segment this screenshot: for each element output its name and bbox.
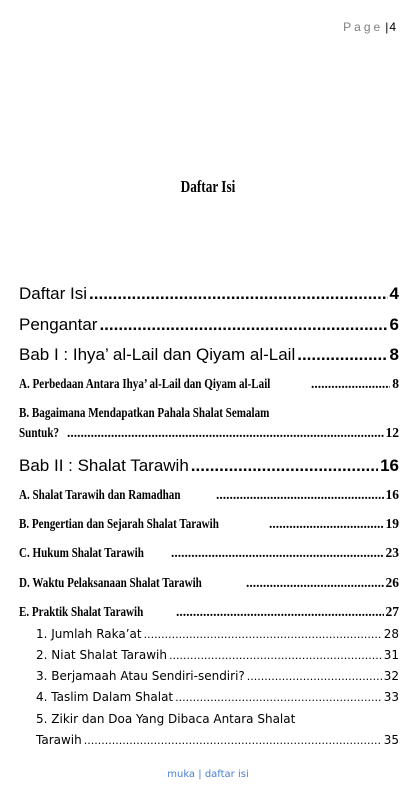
toc-entry-label: Pengantar [19, 315, 98, 334]
toc-leader [176, 604, 384, 620]
toc-entry-label: 3. Berjamaah Atau Sendiri-sendiri? [36, 669, 245, 683]
toc-entry-pengantar[interactable] [19, 315, 399, 335]
page-title: Daftar Isi [180, 177, 236, 196]
toc-entry-label: Bab I : Ihya’ al-Lail dan Qiyam al-Lail [19, 345, 296, 364]
toc-entry-label: Tarawih [36, 733, 82, 747]
toc-entry-label: E. Praktik Shalat Tarawih [19, 604, 144, 619]
toc-entry-label: B. Pengertian dan Sejarah Shalat Tarawih [19, 516, 219, 531]
toc-entry-page: 6 [389, 315, 399, 334]
toc-entry-page: 23 [385, 545, 399, 560]
toc-entry-bab-2-e[interactable] [19, 604, 399, 620]
toc-entry-label: Suntuk? [19, 425, 60, 440]
toc-entry-page: 8 [392, 376, 399, 391]
page-separator: | [385, 20, 389, 34]
toc-leader [246, 575, 384, 591]
toc-entry-label: 5. Zikir dan Doa Yang Dibaca Antara Shalat [36, 712, 296, 726]
toc-entry-e-1[interactable] [36, 627, 399, 641]
daftar-isi-link[interactable]: daftar isi [204, 769, 249, 780]
toc-entry-page: 19 [385, 516, 399, 531]
toc-entry-e-4[interactable] [36, 690, 399, 704]
toc-leader [216, 487, 384, 503]
toc-entry-label: Bab II : Shalat Tarawih [19, 456, 189, 475]
toc-entry-e-3[interactable] [36, 669, 399, 683]
footer-separator: | [198, 769, 202, 780]
toc-entry-bab-2[interactable] [19, 456, 399, 476]
toc-entry-page: 16 [380, 456, 399, 475]
toc-entry-label: 1. Jumlah Raka’at [36, 627, 142, 641]
toc-entry-bab-1[interactable] [19, 345, 399, 365]
page-number: 4 [389, 20, 396, 34]
toc-leader [171, 545, 384, 561]
toc-leader [247, 669, 382, 683]
toc-leader [84, 733, 382, 747]
toc-entry-label: C. Hukum Shalat Tarawih [19, 545, 144, 560]
toc-entry-bab-2-c[interactable] [19, 545, 399, 561]
toc-entry-label: B. Bagaimana Mendapatkan Pahala Shalat Semalam [19, 405, 270, 420]
toc-entry-bab-2-a[interactable] [19, 487, 399, 503]
toc-entry-page: 31 [383, 648, 399, 662]
toc-entry-page: 28 [383, 627, 399, 641]
toc-entry-e-5[interactable] [36, 733, 399, 747]
toc-leader [144, 627, 382, 641]
page-header [343, 20, 396, 34]
page-word: Page [343, 20, 384, 34]
toc-leader [297, 345, 387, 365]
toc-entry-label: D. Waktu Pelaksanaan Shalat Tarawih [19, 575, 202, 590]
toc-leader [169, 648, 382, 662]
toc-entry-bab-2-b[interactable] [19, 516, 399, 532]
toc-entry-page: 35 [383, 733, 399, 747]
muka-link[interactable]: muka [167, 769, 196, 780]
toc-entry-daftar-isi[interactable] [19, 284, 399, 304]
toc-entry-page: 33 [383, 690, 399, 704]
toc-leader [175, 690, 382, 704]
toc-leader [269, 516, 384, 532]
toc-entry-e-5-line1[interactable] [36, 712, 399, 726]
toc-entry-page: 12 [385, 425, 399, 440]
toc-leader [311, 376, 390, 392]
footer-nav [0, 769, 416, 780]
toc-leader [89, 284, 388, 304]
toc-leader [99, 315, 387, 335]
toc-entry-page: 26 [385, 575, 399, 590]
toc-entry-bab-1-b[interactable] [19, 425, 399, 441]
toc-entry-e-2[interactable] [36, 648, 399, 662]
toc-entry-page: 8 [389, 345, 399, 364]
toc-entry-page: 16 [385, 487, 399, 502]
toc-entry-bab-1-a[interactable] [19, 376, 399, 392]
toc-entry-bab-2-d[interactable] [19, 575, 399, 591]
toc-entry-label: Daftar Isi [19, 284, 88, 303]
toc-entry-label: A. Shalat Tarawih dan Ramadhan [19, 487, 181, 502]
toc-entry-label: 4. Taslim Dalam Shalat [36, 690, 174, 704]
toc-leader [191, 456, 378, 476]
toc-entry-page: 4 [389, 284, 399, 303]
toc-entry-label: 2. Niat Shalat Tarawih [36, 648, 167, 662]
toc-entry-label: A. Perbedaan Antara Ihya’ al-Lail dan Qiyam al-Lail [19, 376, 271, 391]
toc-entry-bab-1-b-line1[interactable] [19, 405, 399, 421]
toc-leader [67, 425, 384, 441]
toc-entry-page: 32 [383, 669, 399, 683]
toc-entry-page: 27 [385, 604, 399, 619]
